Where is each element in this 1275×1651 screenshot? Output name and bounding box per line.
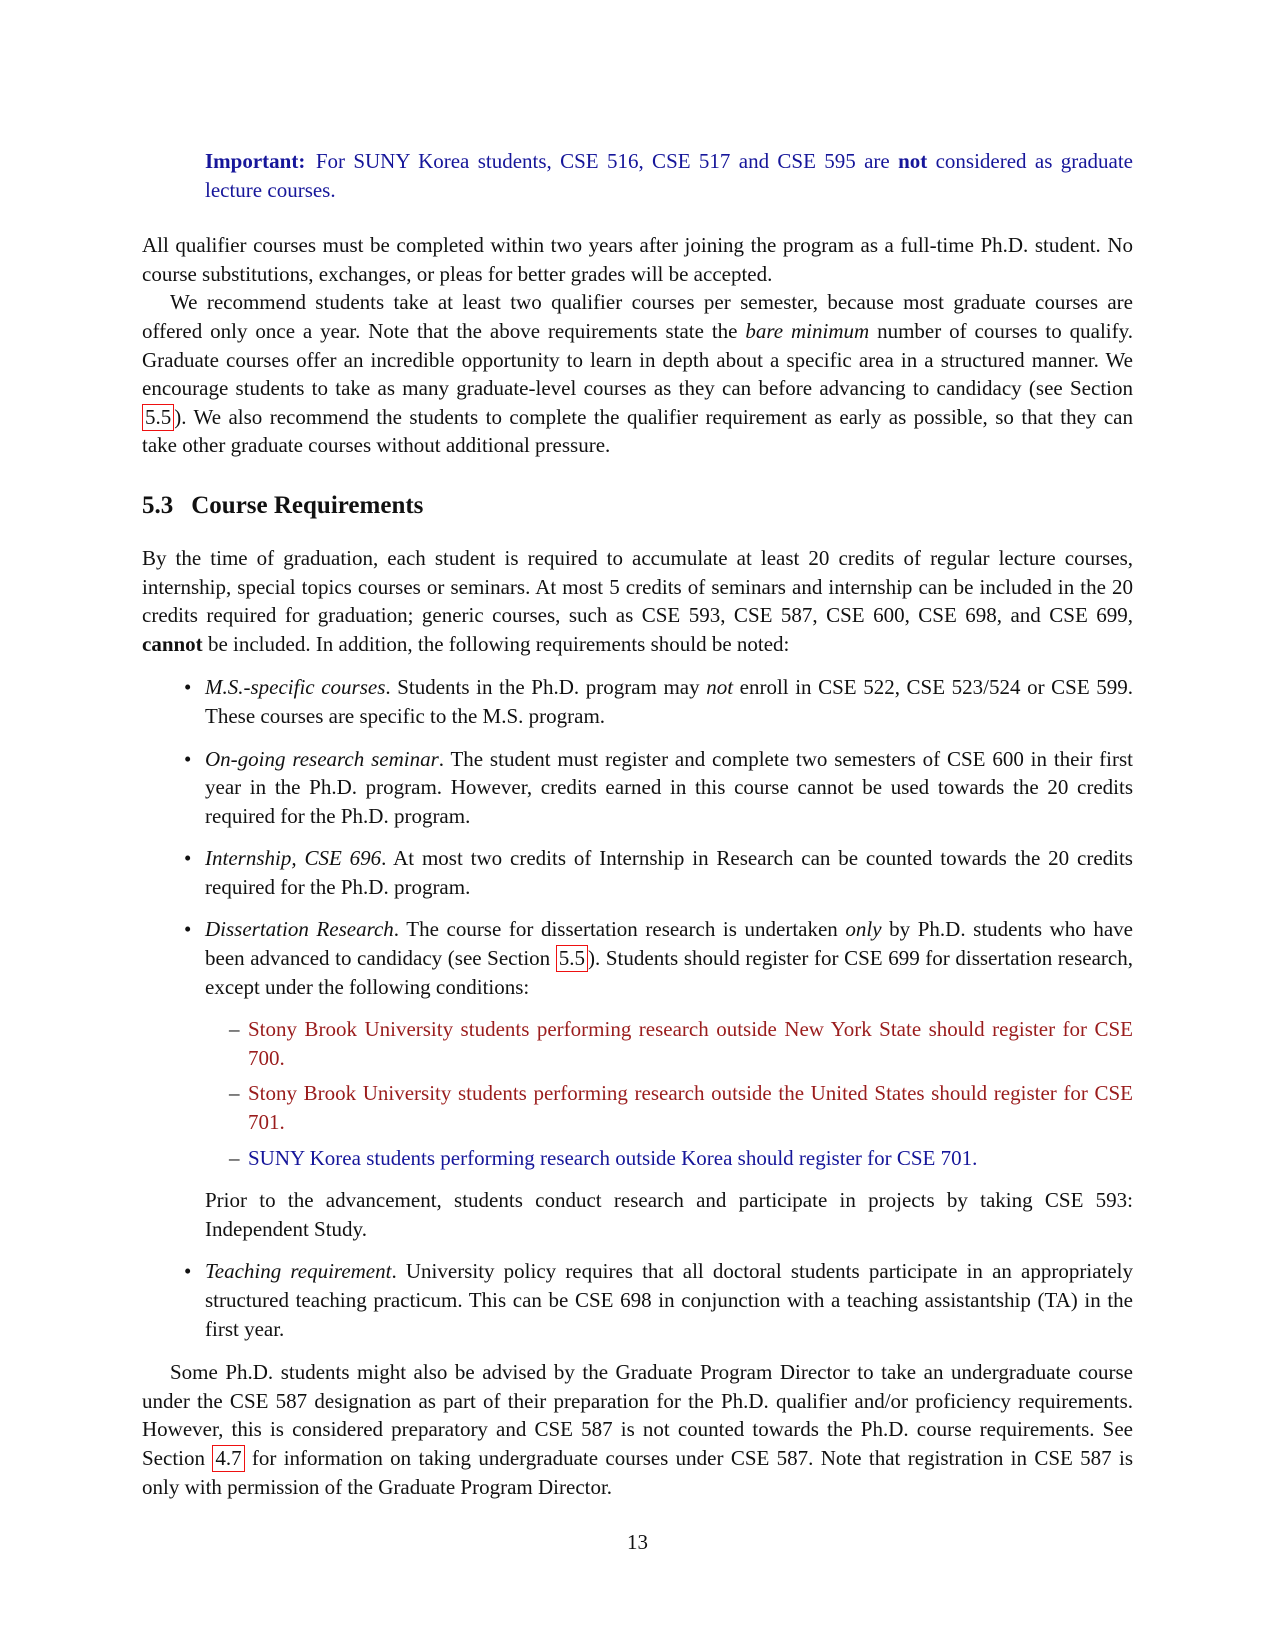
- text-run: not: [898, 149, 928, 173]
- sub-item-cse701-suny-korea: [248, 1144, 1133, 1173]
- requirements-list: [142, 673, 1133, 1343]
- section-link-5-5[interactable]: 5.5: [556, 945, 588, 972]
- list-item-ongoing-research-seminar: [205, 745, 1133, 831]
- list-item-text: [205, 915, 1133, 1001]
- dissertation-conditions-list: [205, 1015, 1133, 1172]
- text-run: for information on taking undergraduate courses under CSE 587. Note that registration in CSE 587 is only with permission of the Graduate Program Director.: [142, 1445, 1133, 1499]
- text-run: Internship, CSE 696: [205, 846, 382, 871]
- text-run: By the time of graduation, each student is required to accumulate at least 20 credits of regular lecture courses, internship, special topics courses or seminars. At most 5 credits of seminars and internship can be included in the 20 credits required for graduation; generic courses, such as CSE 593, CSE 587, CSE 600, CSE 698, and CSE 699,: [142, 545, 1133, 628]
- sub-item-cse700-outside-nys: [248, 1015, 1133, 1072]
- section-link-4-7[interactable]: 4.7: [212, 1445, 244, 1472]
- text-run: . The student must register and complete two semesters of CSE 600 in their first year in the Ph.D. program. However, credits earned in this course cannot be used towards the 20 credits required for the Ph.D. program.: [205, 746, 1133, 828]
- text-run: number of courses to qualify. Graduate courses offer an incredible opportunity to learn in depth about a specific area in a structured manner. We encourage students to take as many graduate-level courses as they can before advancing to candidacy (see Section: [142, 318, 1133, 401]
- paragraph-credit-requirements: [142, 544, 1133, 658]
- text-run: not: [706, 675, 734, 700]
- text-run: by Ph.D. students who have been advanced to candidacy (see Section: [205, 917, 1133, 971]
- text-run: cannot: [142, 631, 203, 656]
- text-run: enroll in CSE 522, CSE 523/524 or CSE 599. These courses are specific to the M.S. program.: [205, 675, 1133, 728]
- text-run: ). Students should register for CSE 699 for dissertation research, except under the following conditions:: [205, 946, 1133, 999]
- text-run: Important:: [205, 149, 306, 173]
- text-run: M.S.-specific courses: [205, 675, 386, 700]
- text-run: bare minimum: [745, 318, 870, 343]
- text-run: Dissertation Research: [205, 917, 394, 942]
- text-run: . The course for dissertation research is undertaken: [393, 917, 846, 942]
- text-run: For SUNY Korea students, CSE 516, CSE 517 and CSE 595 are: [315, 149, 899, 173]
- list-item-text: [205, 673, 1133, 730]
- section-link-5-5[interactable]: 5.5: [142, 404, 174, 431]
- paragraph-closing: [142, 1358, 1133, 1501]
- important-note: [205, 147, 1133, 204]
- text-run: All qualifier courses must be completed within two years after joining the program as a full-time Ph.D. student. No course substitutions, exchanges, or pleas for better grades will be accepted.: [142, 233, 1133, 286]
- text-run: ). We also recommend the students to complete the qualifier requirement as early as possible, so that they can take other graduate courses without additional pressure.: [142, 404, 1133, 458]
- section-heading: [142, 491, 1133, 521]
- page-content: [142, 147, 1133, 1501]
- text-run: . At most two credits of Internship in Research can be counted towards the 20 credits required for the Ph.D. program.: [205, 846, 1133, 899]
- text-run: Some Ph.D. students might also be advised by the Graduate Program Director to take an undergraduate course under the CSE 587 designation as part of their preparation for the Ph.D. qualifier and/or proficiency requirements. However, this is considered preparatory and CSE 587 is not counted towards the Ph.D. course requirements. See Section: [142, 1360, 1133, 1470]
- list-item-text: [205, 1257, 1133, 1343]
- text-run: We recommend students take at least two qualifier courses per semester, because most graduate courses are offered only once a year. Note that the above requirements state the: [142, 290, 1133, 343]
- text-run: considered as graduate lecture courses.: [205, 149, 1134, 202]
- list-item-internship: [205, 844, 1133, 901]
- dissertation-continuation-paragraph: [205, 1186, 1133, 1243]
- text-run: SUNY Korea students performing research outside Korea should register for CSE 701.: [248, 1145, 978, 1170]
- list-item-text: [205, 745, 1133, 831]
- text-run: be included. In addition, the following requirements should be noted:: [202, 631, 790, 656]
- section-number: 5.3: [142, 491, 174, 519]
- list-item-text: [205, 844, 1133, 901]
- text-run: Stony Brook University students performing research outside the United States should register for CSE 701.: [248, 1081, 1133, 1135]
- sub-item-cse701-outside-us: [248, 1079, 1133, 1136]
- text-run: . Students in the Ph.D. program may: [385, 675, 707, 700]
- list-item-teaching-requirement: [205, 1257, 1133, 1343]
- section-title: Course Requirements: [191, 491, 424, 519]
- text-run: . University policy requires that all doctoral students participate in an appropriately structured teaching practicum. This can be CSE 698 in conjunction with a teaching assistantship (TA) in the first year.: [205, 1259, 1133, 1341]
- text-run: Prior to the advancement, students conduct research and participate in projects by taking CSE 593: Independent Study.: [205, 1188, 1133, 1241]
- paragraph-qualifier-completion: [142, 231, 1133, 288]
- list-item-dissertation-research: [205, 915, 1133, 1243]
- text-run: only: [845, 917, 882, 942]
- text-run: On-going research seminar: [205, 746, 439, 771]
- list-item-ms-specific-courses: [205, 673, 1133, 730]
- text-run: Stony Brook University students performing research outside New York State should register for CSE 700.: [248, 1017, 1133, 1070]
- paragraph-recommendation: [142, 288, 1133, 460]
- page-number: 13: [627, 1530, 648, 1554]
- text-run: Teaching requirement: [205, 1259, 392, 1284]
